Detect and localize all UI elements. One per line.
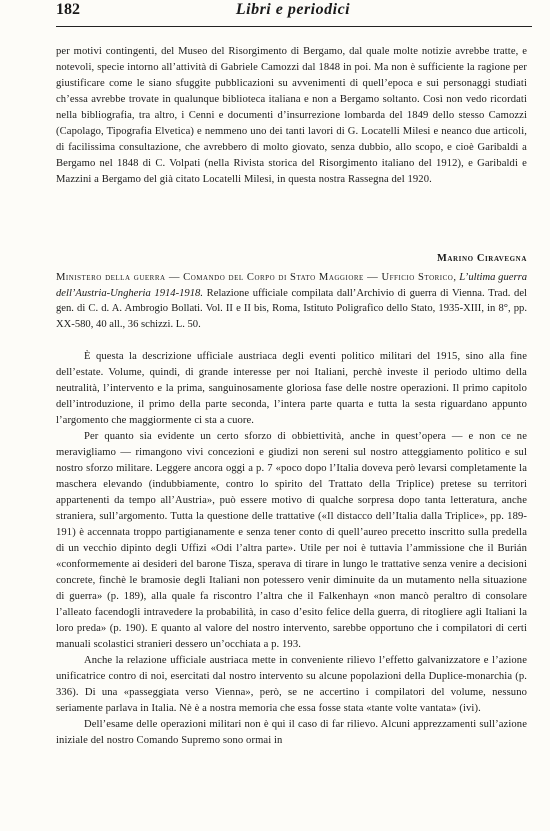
page-number: 182	[56, 1, 80, 18]
review-paragraph-2: Per quanto sia evidente un certo sforzo di obbiettività, anche in quest’opera — e non ce ne meravigliamo — rimangono vivi concezioni e giudizi non sereni sul nostro atteggiamento politico e sul nostro sforzo militare. Leggere ancora oggi a p. 7 «poco dopo l’Italia doveva però levarsi completamente la maschera elevando (indubbiamente, contro lo spirito del Trattato della Triplice) pretese su territori appartenenti da tempo all’Austria», può essere motivo di qualche sorpresa dopo tanta letteratura, anche straniera, sull’argomento. Tutta la questione delle trattative («Il distacco dell’Italia dalla Triplice», pp. 189-191) è accennata troppo partigianamente e senza tener conto di quell’aureo precetto inscritto sulla predella di un vecchio dipinto degli Uffizi «Odi l’altra parte». Utile per noi è tuttavia l’ammissione che il Burián «conformemente ai desideri del barone Tisza, sperava di tirare in lungo le trattative senza venire a decisioni concrete, finchè le bramosie degli Italiani non potessero venir diminuite da un mutamento nella situazione di guerra» (p. 189), alla quale fa riscontro l’altra che il Falkenhayn «non mancò peraltro di consolare l’alleato facendogli intravedere la probabilità, in caso d’esito felice della guerra, di ritogliere agli Italiani la loro preda» (p. 190). E quanto al valore del nostro intervento, sarebbe opportuno che i compilatori di certi manuali scolastici stranieri dessero un’occhiata a p. 193.	[56, 431, 527, 650]
review-paragraph-1: È questa la descrizione ufficiale austriaca degli eventi politico militari del 1915, sino alla fine dell’estate. Volume, quindi, di grande interesse per noi Italiani, perchè investe il periodo ultimo della neutralità, l’intervento e la prima, sanguinosamente gloriosa fase delle nostre operazioni. Il primo capitolo dell’introduzione, il primo della parte seconda, l’intera parte quarta e tutta la sesta riguardano appunto l’argomento che maggiormente ci sta a cuore.	[56, 351, 527, 426]
running-title: Libri e periodici	[235, 1, 351, 18]
review-paragraph-3: Anche la relazione ufficiale austriaca mette in conveniente rilievo l’effetto galvanizzatore e l’azione unificatrice contro di noi, esercitati dal nostro intervento su alcune popolazioni della Duplice-monarchia (p. 336). Di una «passeggiata verso Vienna», però, se ne accertino i compilatori del volume, nessuno seriamente parlava in Italia. Nè è a nostra memoria che essa fosse stata «tante volte vantata» (ivi).	[56, 655, 527, 714]
previous-review-end	[56, 44, 527, 188]
citation-author: Ministero della guerra — Comando del Corpo di Stato Maggiore — Ufficio Storico,	[56, 272, 457, 283]
page-header	[56, 1, 530, 21]
review-body	[56, 349, 527, 749]
reviewer-signature: Marino Ciravegna	[436, 253, 527, 264]
citation-details: Relazione ufficiale compilata dall’Archivio di guerra di Vienna. Trad. del gen. di C. d. A. Ambrogio Bollati. Vol. II e II bis, Roma, Istituto Poligrafico dello Stato, 1935-XIII, in 8°, pp. XX-580, 40 all., 36 schizzi. L. 50.	[56, 287, 527, 330]
book-citation	[56, 270, 527, 332]
previous-review-paragraph: per motivi contingenti, del Museo del Risorgimento di Bergamo, dal quale molte notizie avrebbe tratte, e notevoli, specie intorno all’attività di Gabriele Camozzi dal 1848 in poi. Ma non è sufficiente la ragione per giustificare come le siano sfuggite pubblicazioni su avvenimenti di quell’epoca e sui personaggi studiati ch’essa avrebbe trovate in qualunque biblioteca italiana e non a Bergamo soltanto. Così non vedo ricordati nella bibliografia, tra altro, i Cenni e documenti d’insurrezione lombarda del 1849 dello stesso Camozzi (Capolago, Tipografia Elvetica) e nemmeno uno dei tanti lavori di G. Locatelli Milesi e neanco due articoli, di facilissima consultazione, che avrebbero di molto giovato, senza dubbio, allo scopo, e cioè Garibaldi a Bergamo nel 1848 di C. Volpati (nella Rivista storica del Risorgimento italiano del 1912), e Garibaldi e Mazzini a Bergamo del già citato Locatelli Milesi, in questa nostra Rassegna del 1920.	[56, 46, 527, 185]
citation-title: L’ultima guerra dell’Austria-Ungheria 1914-1918.	[56, 272, 528, 299]
review-paragraph-4: Dell’esame delle operazioni militari non è qui il caso di far rilievo. Alcuni apprezzamenti sull’azione iniziale del nostro Comando Supremo sono ormai in	[56, 719, 527, 746]
header-rule	[56, 26, 532, 27]
